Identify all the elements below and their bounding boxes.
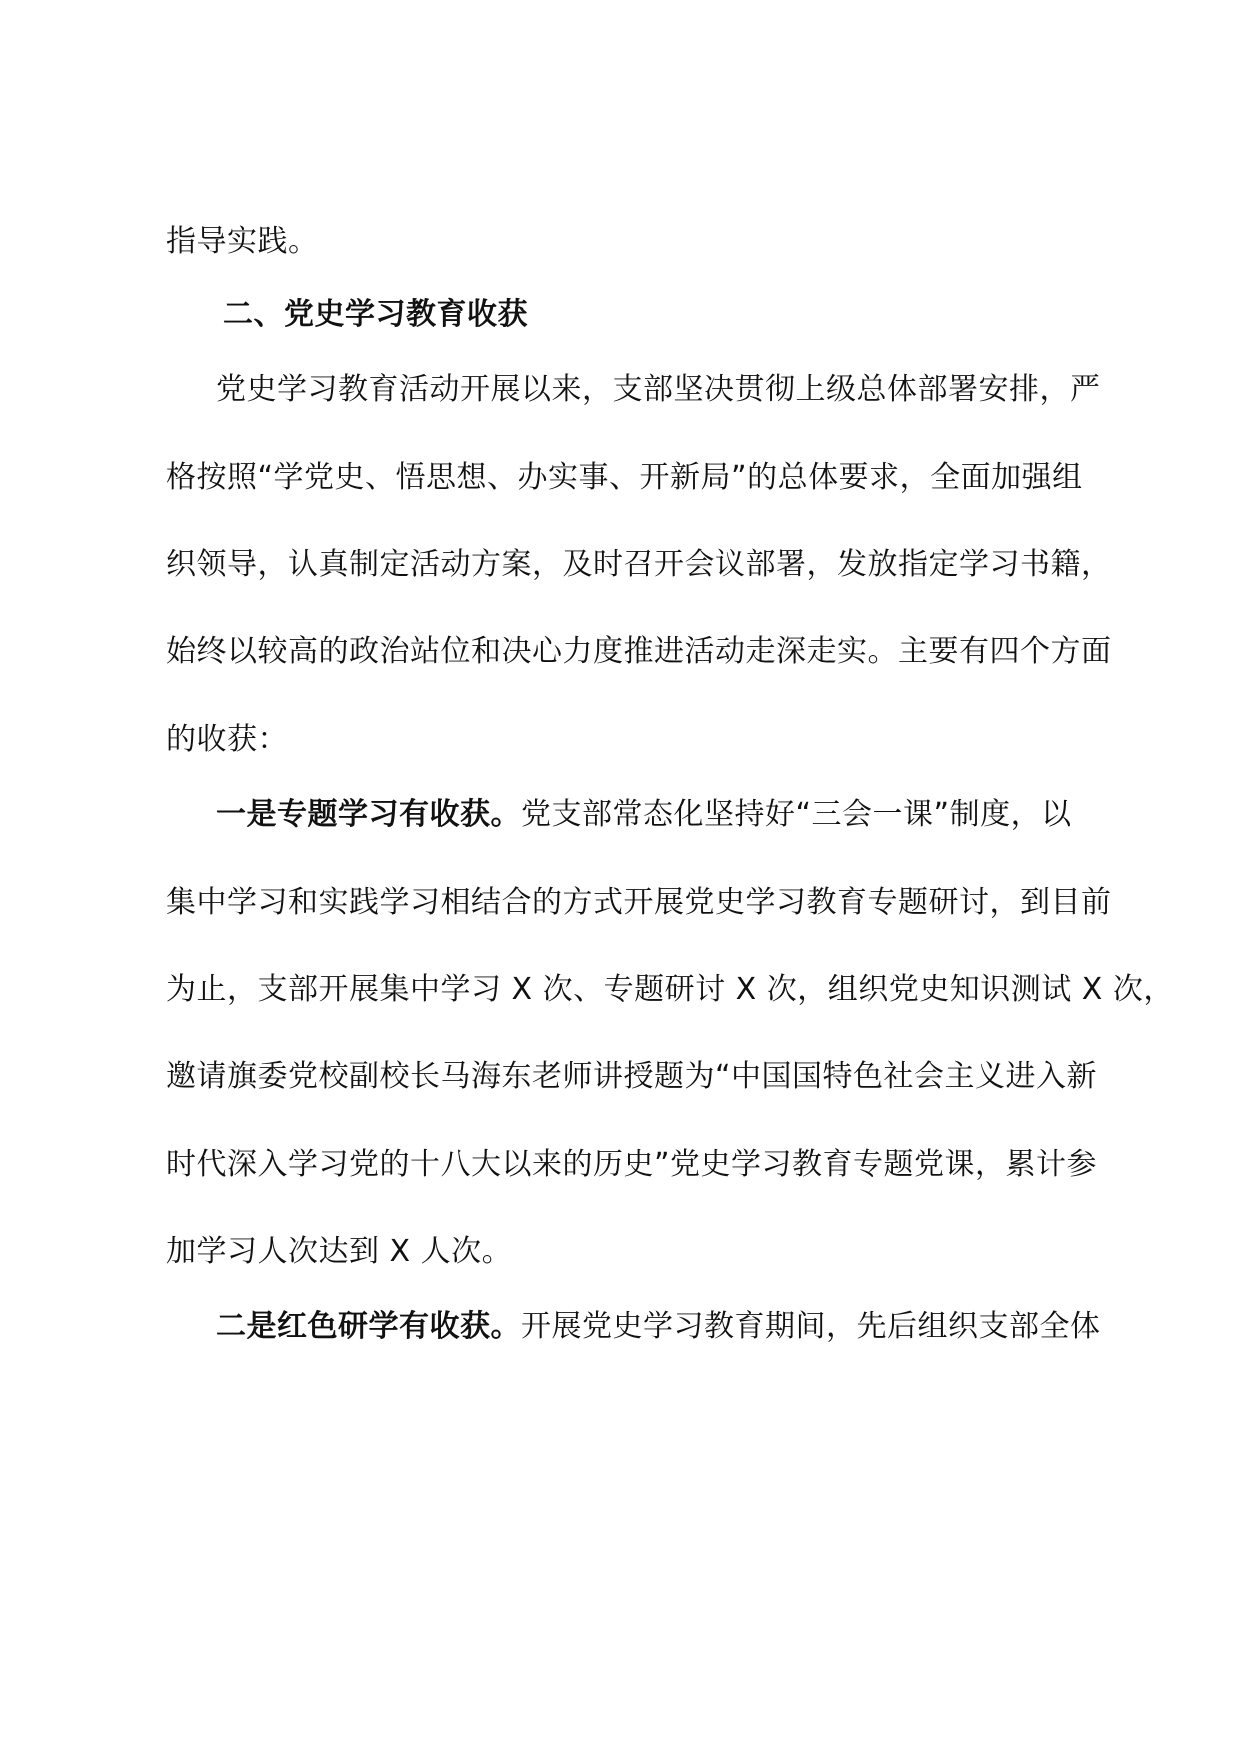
paragraph-line: 时代深入学习党的十八大以来的历史”党史学习教育专题党课，累计参 <box>166 1147 1098 1182</box>
paragraph-line: 党史学习教育活动开展以来，支部坚决贯彻上级总体部署安排，严 <box>216 372 1101 407</box>
paragraph-line <box>216 1307 1101 1347</box>
point-one-text: 党支部常态化坚持好“三会一课”制度，以 <box>521 797 1072 832</box>
point-two-text: 开展党史学习教育期间，先后组织支部全体 <box>521 1309 1101 1344</box>
paragraph-line: 加学习人次达到 X 人次。 <box>166 1234 513 1269</box>
paragraph-line: 为止，支部开展集中学习 X 次、专题研讨 X 次，组织党史知识测试 X 次， <box>166 972 1174 1007</box>
paragraph-line: 的收获： <box>166 722 288 757</box>
paragraph-line: 织领导，认真制定活动方案，及时召开会议部署，发放指定学习书籍， <box>166 547 1112 582</box>
point-two-lead: 二是红色研学有收获。 <box>216 1309 521 1344</box>
paragraph-line <box>216 795 1072 835</box>
continuation-text: 指导实践。 <box>166 224 319 259</box>
paragraph-line: 集中学习和实践学习相结合的方式开展党史学习教育专题研讨，到目前 <box>166 885 1112 920</box>
section-heading: 二、党史学习教育收获 <box>223 297 528 332</box>
paragraph-line: 邀请旗委党校副校长马海东老师讲授题为“中国国特色社会主义进入新 <box>166 1059 1098 1094</box>
paragraph-line: 始终以较高的政治站位和决心力度推进活动走深走实。主要有四个方面 <box>166 634 1112 669</box>
point-one-lead: 一是专题学习有收获。 <box>216 797 521 832</box>
paragraph-line: 格按照“学党史、悟思想、办实事、开新局”的总体要求，全面加强组 <box>166 460 1083 495</box>
